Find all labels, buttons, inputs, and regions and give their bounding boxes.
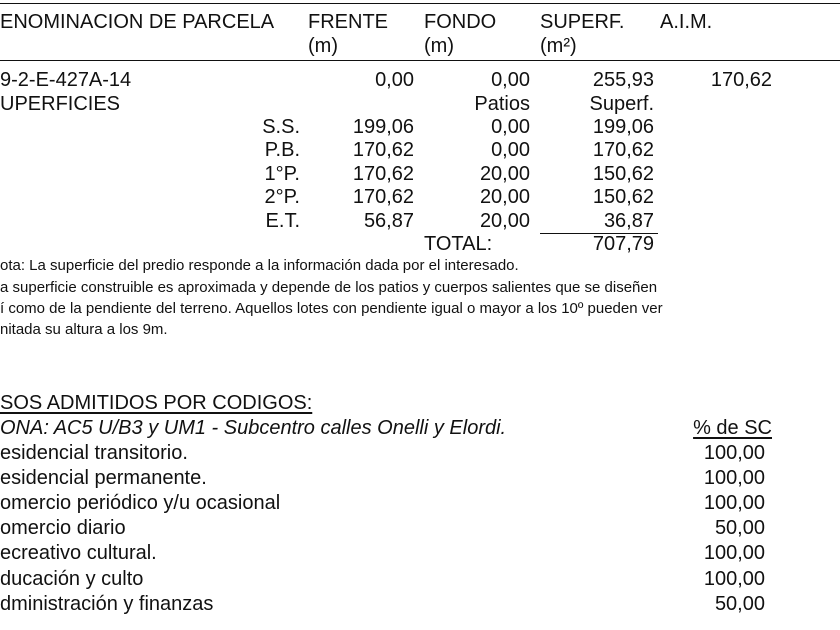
superficie-row-superf: 199,06 bbox=[592, 116, 654, 138]
superficies-label: UPERFICIES bbox=[0, 93, 121, 115]
header-frente: FRENTE bbox=[308, 11, 388, 33]
parcel-aim: 170,62 bbox=[710, 69, 772, 91]
header-unit-fondo: (m) bbox=[424, 35, 454, 57]
top-rule bbox=[0, 3, 840, 4]
superficie-row-superf: 170,62 bbox=[592, 139, 654, 162]
superficie-row-superf: 150,62 bbox=[592, 186, 654, 209]
superficie-row-superf: 36,87 bbox=[603, 209, 654, 232]
uso-label: ducación y culto bbox=[0, 567, 144, 590]
uso-label: esidencial transitorio. bbox=[0, 442, 188, 464]
superficie-row-patios: 20,00 bbox=[479, 186, 530, 209]
superficie-row-label: 1°P. bbox=[264, 162, 300, 185]
uso-value: 50,00 bbox=[714, 592, 765, 615]
superficie-row-patios: 0,00 bbox=[491, 139, 530, 162]
superficie-row-label: P.B. bbox=[264, 139, 300, 162]
usos-zona: ONA: AC5 U/B3 y UM1 - Subcentro calles Onelli y Elordi. bbox=[0, 417, 507, 439]
usos-heading: SOS ADMITIDOS POR CODIGOS: bbox=[0, 392, 313, 414]
header-unit-frente: (m) bbox=[308, 35, 338, 57]
parcel-frente: 0,00 bbox=[375, 69, 414, 91]
superficie-row-area: 170,62 bbox=[352, 139, 414, 162]
superficie-row-patios: 20,00 bbox=[479, 209, 530, 232]
note-line: í como de la pendiente del terreno. Aquellos lotes con pendiente igual o mayor a los 10º pueden ver bbox=[0, 300, 663, 317]
uso-label: omercio diario bbox=[0, 517, 126, 540]
uso-value: 100,00 bbox=[703, 492, 765, 515]
superficies-col-patios: Patios bbox=[474, 93, 530, 115]
superficie-row-label: S.S. bbox=[262, 116, 300, 138]
uso-value: 100,00 bbox=[703, 567, 765, 590]
header-fondo: FONDO bbox=[424, 11, 497, 33]
note-line: a superficie construible es aproximada y depende de los patios y cuerpos salientes que se diseñen bbox=[0, 279, 658, 296]
header-unit-superf: (m²) bbox=[540, 35, 577, 57]
header-denominacion: ENOMINACION DE PARCELA bbox=[0, 11, 275, 33]
note-line: nitada su altura a los 9m. bbox=[0, 321, 168, 338]
header-superf: SUPERF. bbox=[540, 11, 625, 33]
superficie-row-area: 56,87 bbox=[363, 209, 414, 232]
uso-value: 50,00 bbox=[714, 517, 765, 540]
header-aim: A.I.M. bbox=[660, 11, 713, 33]
total-label: TOTAL: bbox=[424, 233, 493, 255]
superficie-row-patios: 0,00 bbox=[491, 116, 530, 138]
superficies-col-superf: Superf. bbox=[589, 93, 654, 115]
parcel-superf: 255,93 bbox=[592, 69, 654, 91]
superficie-row-area: 199,06 bbox=[352, 116, 414, 138]
uso-label: dministración y finanzas bbox=[0, 592, 214, 615]
uso-value: 100,00 bbox=[703, 467, 765, 490]
superficie-row-patios: 20,00 bbox=[479, 162, 530, 185]
note-line: ota: La superficie del predio responde a la información dada por el interesado. bbox=[0, 257, 519, 274]
parcel-fondo: 0,00 bbox=[491, 69, 530, 91]
uso-value: 100,00 bbox=[703, 542, 765, 565]
header-rule bbox=[0, 60, 840, 61]
superficie-row-label: E.T. bbox=[265, 209, 300, 232]
total-value: 707,79 bbox=[592, 233, 654, 255]
usos-col-header: % de SC bbox=[693, 417, 772, 439]
parcel-id: 9-2-E-427A-14 bbox=[0, 69, 132, 91]
uso-label: omercio periódico y/u ocasional bbox=[0, 492, 281, 515]
superficie-row-area: 170,62 bbox=[352, 186, 414, 209]
superficie-row-superf: 150,62 bbox=[592, 162, 654, 185]
superficie-row-area: 170,62 bbox=[352, 162, 414, 185]
uso-label: ecreativo cultural. bbox=[0, 542, 157, 565]
uso-value: 100,00 bbox=[703, 442, 765, 464]
uso-label: esidencial permanente. bbox=[0, 467, 207, 490]
superficie-row-label: 2°P. bbox=[264, 186, 300, 209]
